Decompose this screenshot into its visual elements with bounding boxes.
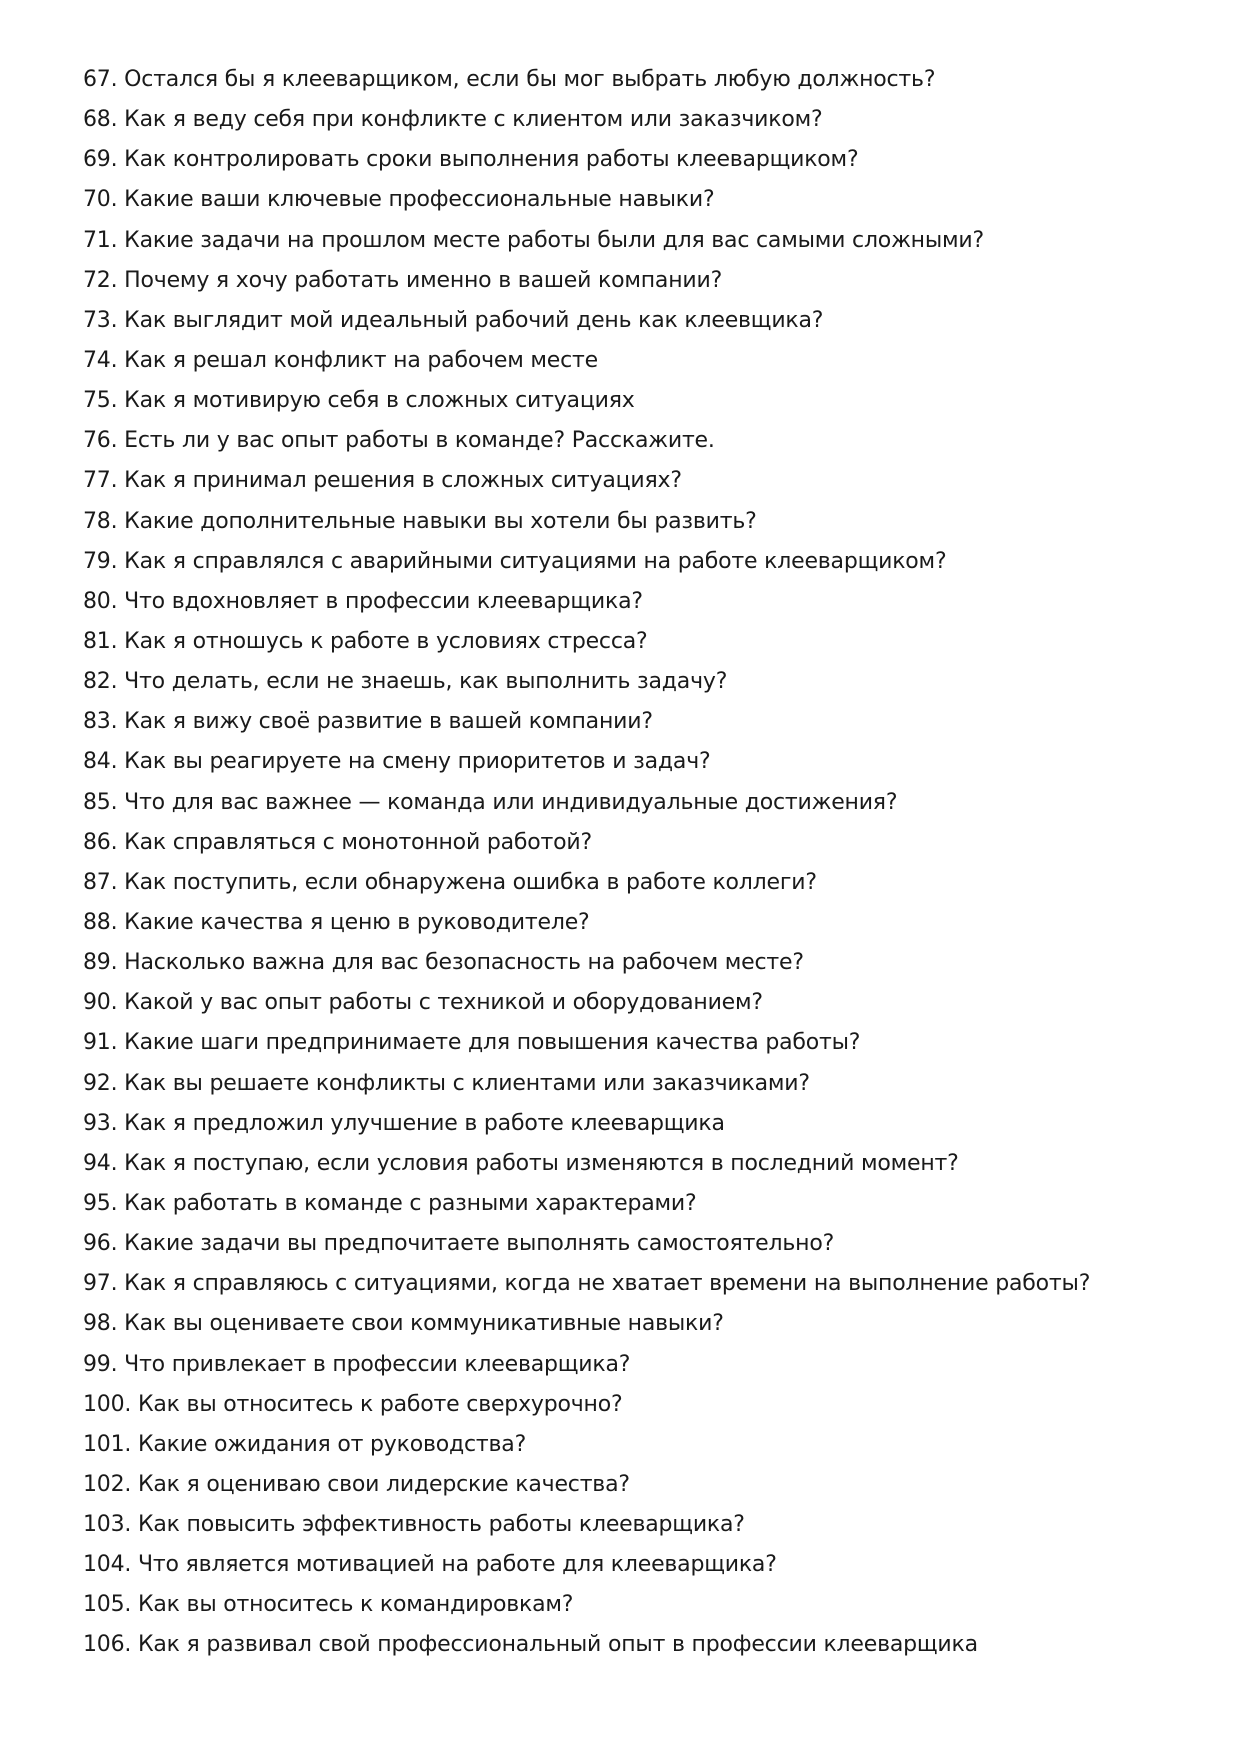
question-item: 87. Как поступить, если обнаружена ошибка в работе коллеги? <box>83 869 817 895</box>
question-item: 77. Как я принимал решения в сложных ситуациях? <box>83 468 682 494</box>
question-item: 81. Как я отношусь к работе в условиях стресса? <box>83 628 648 654</box>
question-item: 103. Как повысить эффективность работы клееварщика? <box>83 1512 745 1538</box>
question-item: 106. Как я развивал свой профессиональный опыт в профессии клееварщика <box>83 1632 978 1658</box>
question-item: 74. Как я решал конфликт на рабочем месте <box>83 347 598 373</box>
question-item: 78. Какие дополнительные навыки вы хотели бы развить? <box>83 508 757 534</box>
question-item: 73. Как выглядит мой идеальный рабочий день как клеевщика? <box>83 307 824 333</box>
question-item: 96. Какие задачи вы предпочитаете выполнять самостоятельно? <box>83 1231 835 1257</box>
question-item: 71. Какие задачи на прошлом месте работы были для вас самыми сложными? <box>83 227 985 253</box>
question-item: 67. Остался бы я клееварщиком, если бы мог выбрать любую должность? <box>83 67 936 92</box>
question-item: 88. Какие качества я ценю в руководителе? <box>83 909 590 935</box>
question-item: 70. Какие ваши ключевые профессиональные навыки? <box>83 187 715 213</box>
question-item: 84. Как вы реагируете на смену приоритетов и задач? <box>83 749 711 775</box>
question-item: 72. Почему я хочу работать именно в вашей компании? <box>83 267 723 293</box>
question-item: 100. Как вы относитесь к работе сверхурочно? <box>83 1391 623 1417</box>
question-item: 75. Как я мотивирую себя в сложных ситуациях <box>83 388 635 414</box>
question-item: 82. Что делать, если не знаешь, как выполнить задачу? <box>83 669 728 695</box>
question-item: 89. Насколько важна для вас безопасность на рабочем месте? <box>83 950 804 976</box>
question-item: 86. Как справляться с монотонной работой? <box>83 829 592 855</box>
question-item: 95. Как работать в команде с разными характерами? <box>83 1190 697 1216</box>
question-item: 76. Есть ли у вас опыт работы в команде? Расскажите. <box>83 428 715 454</box>
question-item: 93. Как я предложил улучшение в работе клееварщика <box>83 1110 725 1136</box>
question-item: 91. Какие шаги предпринимаете для повышения качества работы? <box>83 1030 861 1056</box>
question-list <box>83 60 1203 1666</box>
question-item: 79. Как я справлялся с аварийными ситуациями на работе клееварщиком? <box>83 548 947 574</box>
question-item: 90. Какой у вас опыт работы с техникой и оборудованием? <box>83 990 763 1016</box>
question-item: 80. Что вдохновляет в профессии клееварщика? <box>83 588 643 614</box>
question-item: 102. Как я оцениваю свои лидерские качества? <box>83 1471 630 1497</box>
question-item: 83. Как я вижу своё развитие в вашей компании? <box>83 709 653 735</box>
question-item: 94. Как я поступаю, если условия работы изменяются в последний момент? <box>83 1150 959 1176</box>
question-item: 97. Как я справляюсь с ситуациями, когда не хватает времени на выполнение работы? <box>83 1271 1091 1297</box>
question-item: 68. Как я веду себя при конфликте с клиентом или заказчиком? <box>83 107 823 133</box>
question-item: 101. Какие ожидания от руководства? <box>83 1431 527 1457</box>
question-item: 99. Что привлекает в профессии клееварщика? <box>83 1351 631 1377</box>
question-item: 104. Что является мотивацией на работе для клееварщика? <box>83 1552 777 1578</box>
question-item: 92. Как вы решаете конфликты с клиентами или заказчиками? <box>83 1070 810 1096</box>
question-item: 98. Как вы оцениваете свои коммуникативные навыки? <box>83 1311 724 1337</box>
question-item: 69. Как контролировать сроки выполнения работы клееварщиком? <box>83 147 859 173</box>
question-item: 85. Что для вас важнее — команда или индивидуальные достижения? <box>83 789 898 815</box>
question-item: 105. Как вы относитесь к командировкам? <box>83 1592 574 1618</box>
